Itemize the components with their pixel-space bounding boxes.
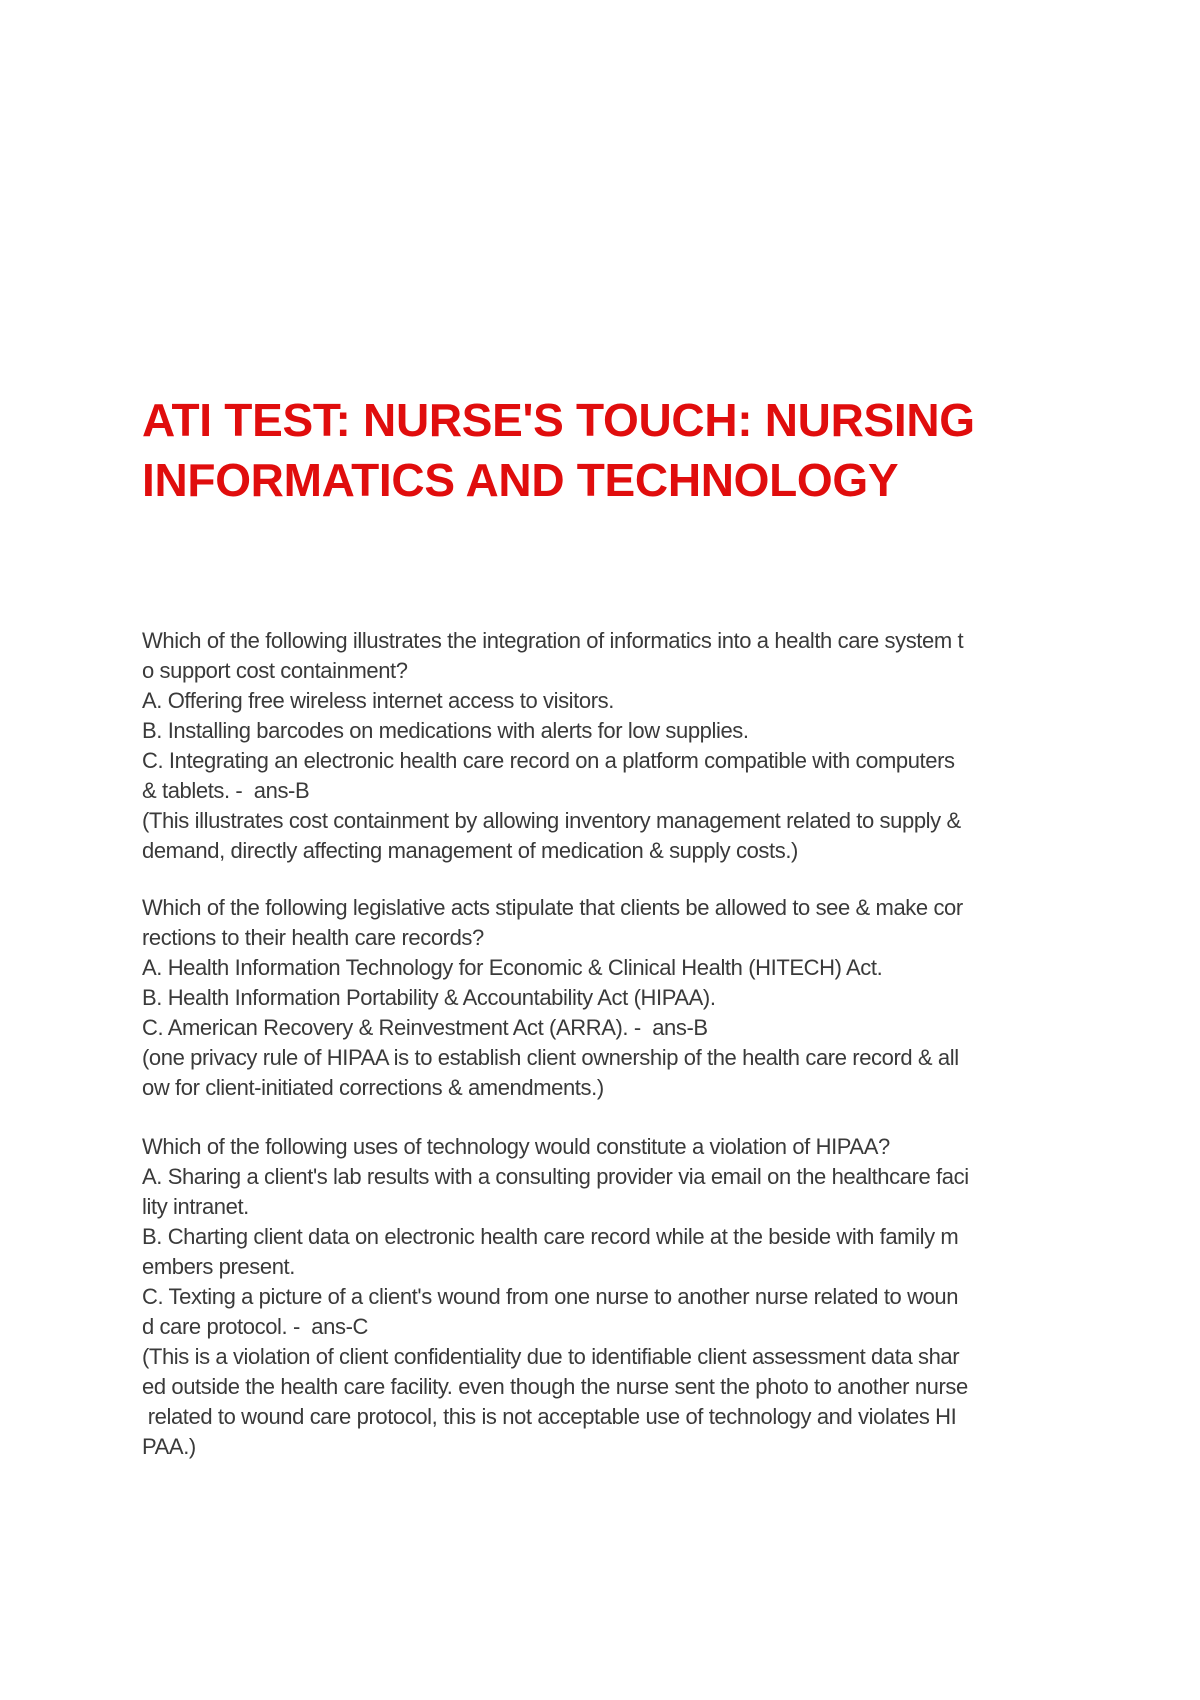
question-3-rationale-4: PAA.) [142,1434,196,1459]
question-block-3 [142,1132,1082,1462]
question-3-rationale-2: ed outside the health care facility. even though the nurse sent the photo to another nurse [142,1374,968,1399]
question-1-rationale-2: demand, directly affecting management of medication & supply costs.) [142,838,798,863]
question-2-line-2: rections to their health care records? [142,925,484,950]
question-1-answer: & tablets. - ans-B [142,778,310,803]
question-3-line-1: Which of the following uses of technology would constitute a violation of HIPAA? [142,1134,890,1159]
question-3-option-b-1: B. Charting client data on electronic health care record while at the beside with family m [142,1224,959,1249]
question-2-rationale-2: ow for client-initiated corrections & amendments.) [142,1075,604,1100]
question-2-option-b: B. Health Information Portability & Accountability Act (HIPAA). [142,985,716,1010]
question-1-option-a: A. Offering free wireless internet access to visitors. [142,688,614,713]
document-title [142,390,1102,510]
question-1-line-1: Which of the following illustrates the integration of informatics into a health care system t [142,628,964,653]
question-2-rationale-1: (one privacy rule of HIPAA is to establish client ownership of the health care record & all [142,1045,959,1070]
question-block-1 [142,626,1082,866]
question-block-2 [142,893,1082,1103]
question-3-rationale-1: (This is a violation of client confidentiality due to identifiable client assessment data shar [142,1344,960,1369]
question-3-option-c-1: C. Texting a picture of a client's wound from one nurse to another nurse related to woun [142,1284,959,1309]
question-3-rationale-3: related to wound care protocol, this is not acceptable use of technology and violates HI [142,1404,957,1429]
question-2-line-1: Which of the following legislative acts stipulate that clients be allowed to see & make cor [142,895,963,920]
question-1-rationale-1: (This illustrates cost containment by allowing inventory management related to supply & [142,808,961,833]
question-3-option-a-2: lity intranet. [142,1194,249,1219]
question-3-option-a-1: A. Sharing a client's lab results with a consulting provider via email on the healthcare faci [142,1164,969,1189]
question-1-line-2: o support cost containment? [142,658,408,683]
question-1-option-b: B. Installing barcodes on medications with alerts for low supplies. [142,718,749,743]
title-line-1: ATI TEST: NURSE'S TOUCH: NURSING [142,394,975,446]
question-2-option-c-answer: C. American Recovery & Reinvestment Act (ARRA). - ans-B [142,1015,708,1040]
question-1-option-c: C. Integrating an electronic health care record on a platform compatible with computers [142,748,955,773]
question-3-option-b-2: embers present. [142,1254,295,1279]
title-line-2: INFORMATICS AND TECHNOLOGY [142,454,899,506]
question-3-answer: d care protocol. - ans-C [142,1314,368,1339]
question-2-option-a: A. Health Information Technology for Economic & Clinical Health (HITECH) Act. [142,955,883,980]
